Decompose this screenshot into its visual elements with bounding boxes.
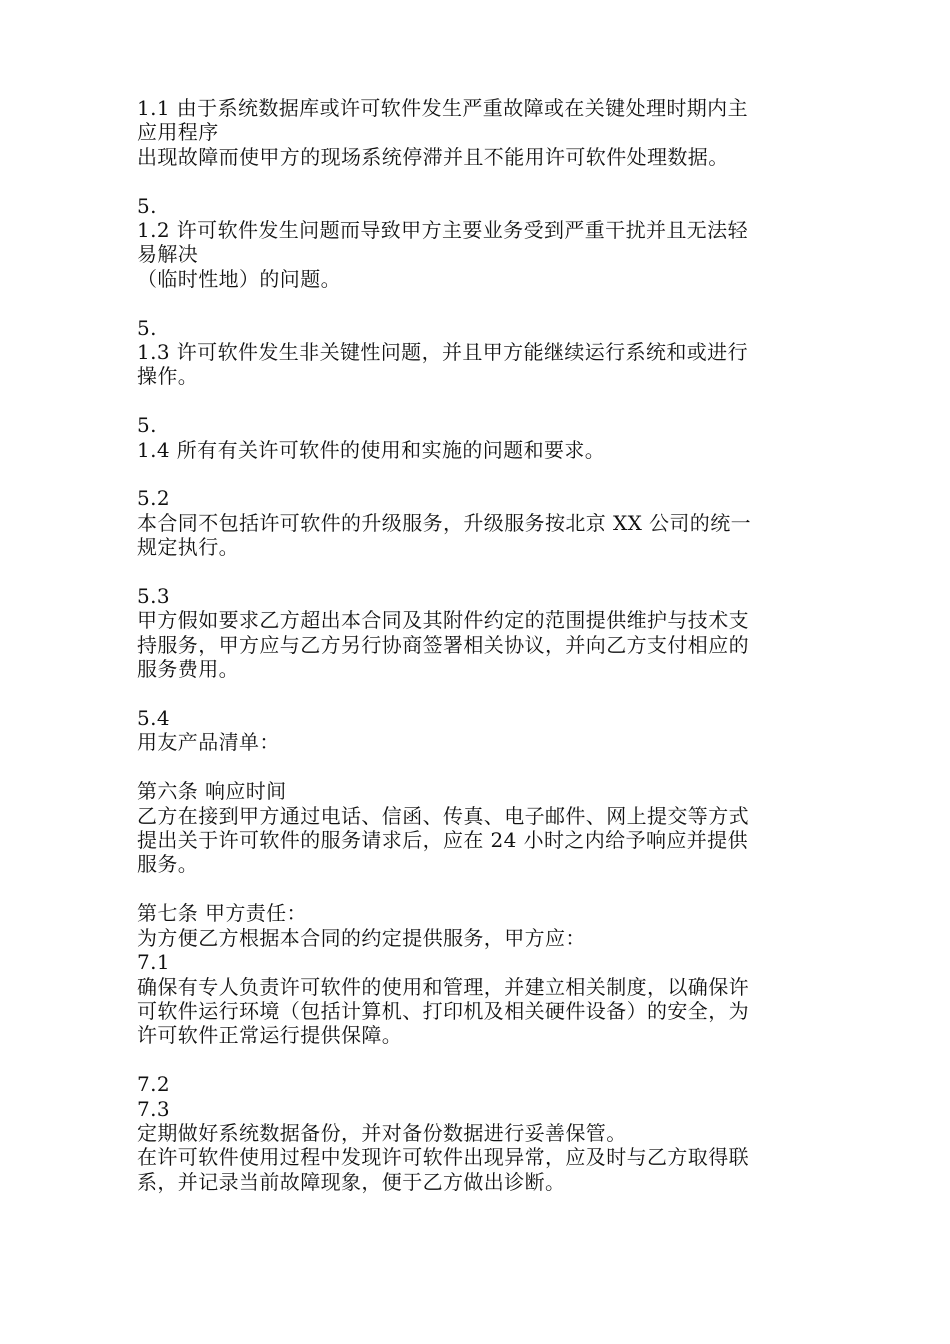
paragraph-gap: [137, 291, 817, 315]
text-line: 定期做好系统数据备份，并对备份数据进行妥善保管。: [137, 1120, 627, 1145]
text-line: 出现故障而使甲方的现场系统停滞并且不能用许可软件处理数据。: [137, 144, 729, 169]
text-line: 1.2 许可软件发生问题而导致甲方主要业务受到严重干扰并且无法轻: [137, 218, 748, 243]
paragraph-gap: [137, 389, 817, 413]
block-5-1-4: [137, 413, 817, 462]
text-line: 服务。: [137, 852, 199, 877]
text-line: 本合同不包括许可软件的升级服务，升级服务按北京 XX 公司的统一: [137, 510, 751, 535]
text-line: 应用程序: [137, 120, 219, 145]
block-article-6: [137, 779, 817, 877]
block-5-2: [137, 486, 817, 559]
text-line: 甲方假如要求乙方超出本合同及其附件约定的范围提供维护与技术支: [137, 608, 749, 633]
block-article-7: [137, 901, 817, 1047]
block-5-1-3: [137, 316, 817, 389]
text-line: 为方便乙方根据本合同的约定提供服务，甲方应：: [137, 925, 586, 950]
block-5-4: [137, 706, 817, 755]
text-line: 1.3 许可软件发生非关键性问题，并且甲方能继续运行系统和或进行: [137, 340, 748, 365]
text-line: 1.1 由于系统数据库或许可软件发生严重故障或在关键处理时期内主: [137, 96, 748, 120]
text-line: 用友产品清单：: [137, 730, 280, 755]
block-5-3: [137, 584, 817, 682]
paragraph-gap: [137, 1048, 817, 1072]
text-line: 系，并记录当前故障现象，便于乙方做出诊断。: [137, 1169, 566, 1194]
text-line: 规定执行。: [137, 535, 239, 560]
paragraph-gap: [137, 462, 817, 486]
text-line: 服务费用。: [137, 657, 239, 682]
text-line: 7.3: [137, 1096, 171, 1121]
text-line: 5.: [137, 193, 157, 218]
text-line: 7.2: [137, 1072, 171, 1097]
text-line: 提出关于许可软件的服务请求后，应在 24 小时之内给予响应并提供: [137, 828, 748, 853]
text-line: 持服务，甲方应与乙方另行协商签署相关协议，并向乙方支付相应的: [137, 632, 749, 657]
text-line: 5.3: [137, 584, 171, 609]
block-5-1-1: [137, 96, 817, 169]
text-line: 可软件运行环境（包括计算机、打印机及相关硬件设备）的安全，为: [137, 998, 749, 1023]
paragraph-gap: [137, 877, 817, 901]
text-line: 1.4 所有有关许可软件的使用和实施的问题和要求。: [137, 437, 606, 462]
text-line: 5.2: [137, 486, 171, 511]
text-line: 许可软件正常运行提供保障。: [137, 1023, 403, 1048]
paragraph-gap: [137, 682, 817, 706]
document-page: [137, 96, 817, 1194]
text-line: （临时性地）的问题。: [137, 266, 341, 291]
text-line: 在许可软件使用过程中发现许可软件出现异常，应及时与乙方取得联: [137, 1145, 749, 1170]
text-line: 易解决: [137, 242, 199, 267]
section-heading: 第七条 甲方责任：: [137, 901, 307, 926]
block-5-1-2: [137, 194, 817, 292]
paragraph-gap: [137, 560, 817, 584]
text-line: 5.4: [137, 706, 171, 731]
text-line: 5.: [137, 413, 157, 438]
text-line: 乙方在接到甲方通过电话、信函、传真、电子邮件、网上提交等方式: [137, 803, 749, 828]
section-heading: 第六条 响应时间: [137, 779, 287, 804]
paragraph-gap: [137, 169, 817, 193]
block-7-2-7-3: [137, 1072, 817, 1194]
text-line: 确保有专人负责许可软件的使用和管理，并建立相关制度，以确保许: [137, 974, 749, 999]
text-line: 5.: [137, 315, 157, 340]
text-line: 7.1: [137, 950, 171, 975]
text-line: 操作。: [137, 364, 199, 389]
paragraph-gap: [137, 755, 817, 779]
